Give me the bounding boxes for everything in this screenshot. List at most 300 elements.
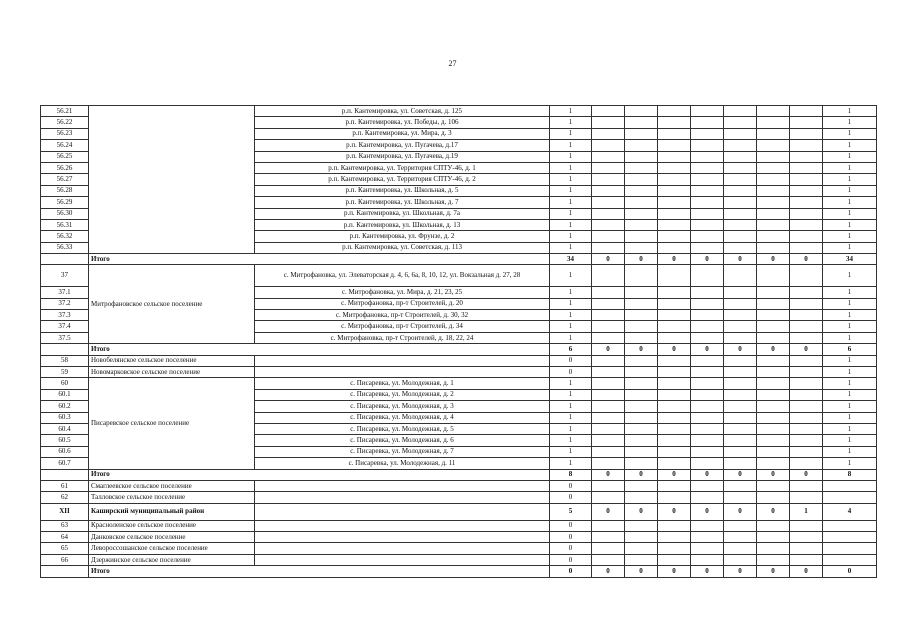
qty-cell-empty xyxy=(691,532,724,543)
qty-cell-empty xyxy=(625,520,658,531)
qty-cell-empty xyxy=(724,480,757,491)
qty-cell-empty xyxy=(790,197,823,208)
qty-cell-empty xyxy=(625,412,658,423)
address-cell xyxy=(255,532,550,543)
district-value: 0 xyxy=(658,503,691,520)
qty-cell-empty xyxy=(757,106,790,117)
qty-cell-1: 1 xyxy=(550,219,592,230)
qty-cell-empty xyxy=(691,412,724,423)
qty-cell-empty xyxy=(724,401,757,412)
qty-cell-2 xyxy=(592,378,625,389)
row-number-cell: 58 xyxy=(41,355,89,366)
qty-total-cell: 1 xyxy=(823,185,877,196)
qty-cell-1: 1 xyxy=(550,151,592,162)
total-value: 0 xyxy=(790,254,823,265)
district-value: 1 xyxy=(790,503,823,520)
qty-cell-empty xyxy=(691,117,724,128)
row-number-cell: 56.32 xyxy=(41,231,89,242)
address-cell: р.п. Кантемировка, ул. Пугачева, д.17 xyxy=(255,140,550,151)
qty-cell-1: 1 xyxy=(550,140,592,151)
qty-total-cell: 1 xyxy=(823,106,877,117)
qty-cell-empty xyxy=(757,543,790,554)
qty-cell-2 xyxy=(592,265,625,287)
address-cell: р.п. Кантемировка, ул. Фрунзе, д. 2 xyxy=(255,231,550,242)
row-number-cell xyxy=(41,344,89,355)
qty-cell-empty xyxy=(790,242,823,253)
address-cell xyxy=(255,503,550,520)
qty-cell-empty xyxy=(691,298,724,309)
row-number-cell: 56.24 xyxy=(41,140,89,151)
qty-cell-empty xyxy=(658,117,691,128)
qty-cell-empty xyxy=(757,242,790,253)
qty-cell-empty xyxy=(625,378,658,389)
address-cell: р.п. Кантемировка, ул. Пугачева, д.19 xyxy=(255,151,550,162)
qty-cell-empty xyxy=(691,162,724,173)
qty-cell-empty xyxy=(625,287,658,298)
qty-cell-empty xyxy=(658,151,691,162)
row-number-cell: 56.26 xyxy=(41,162,89,173)
settlement-row xyxy=(41,543,877,554)
qty-cell-empty xyxy=(724,378,757,389)
qty-total-cell: 1 xyxy=(823,332,877,343)
qty-cell-empty xyxy=(724,435,757,446)
settlement-row xyxy=(41,367,877,378)
total-value: 0 xyxy=(724,566,757,577)
qty-cell-empty xyxy=(691,446,724,457)
qty-cell-empty xyxy=(658,401,691,412)
qty-cell-2 xyxy=(592,174,625,185)
total-label: Итого xyxy=(89,566,550,577)
total-label: Итого xyxy=(89,254,550,265)
qty-cell-1: 1 xyxy=(550,162,592,173)
qty-cell-empty xyxy=(724,151,757,162)
qty-cell-empty xyxy=(724,208,757,219)
qty-cell-empty xyxy=(757,140,790,151)
qty-cell-empty xyxy=(691,389,724,400)
qty-cell-empty xyxy=(724,310,757,321)
settlement-name-cell: Писаревское сельское поселение xyxy=(89,378,255,469)
qty-cell-empty xyxy=(691,231,724,242)
qty-cell-1: 1 xyxy=(550,106,592,117)
qty-cell-1: 0 xyxy=(550,554,592,565)
qty-cell-empty xyxy=(724,185,757,196)
qty-cell-empty xyxy=(757,389,790,400)
qty-cell-empty xyxy=(724,412,757,423)
total-value: 0 xyxy=(658,344,691,355)
qty-cell-empty xyxy=(658,458,691,469)
row-number-cell: 63 xyxy=(41,520,89,531)
qty-cell-2 xyxy=(592,162,625,173)
qty-cell-empty xyxy=(757,355,790,366)
row-number-cell: 60.2 xyxy=(41,401,89,412)
address-cell: с. Писаревка, ул. Молодежная, д. 2 xyxy=(255,389,550,400)
qty-cell-empty xyxy=(691,543,724,554)
settlement-name-cell: Левороссошанское сельское поселение xyxy=(89,543,255,554)
qty-cell-2 xyxy=(592,435,625,446)
qty-cell-2 xyxy=(592,412,625,423)
address-cell xyxy=(255,492,550,503)
qty-cell-empty xyxy=(757,532,790,543)
qty-cell-empty xyxy=(724,367,757,378)
qty-cell-empty xyxy=(757,378,790,389)
qty-cell-empty xyxy=(757,446,790,457)
settlement-row xyxy=(41,520,877,531)
row-number-cell: 56.25 xyxy=(41,151,89,162)
address-cell xyxy=(255,355,550,366)
qty-cell-empty xyxy=(658,332,691,343)
address-cell: р.п. Кантемировка, ул. Территория СПТУ-46, д. 1 xyxy=(255,162,550,173)
qty-cell-empty xyxy=(790,332,823,343)
qty-cell-empty xyxy=(625,332,658,343)
district-value: 0 xyxy=(724,503,757,520)
qty-cell-empty xyxy=(757,554,790,565)
qty-cell-empty xyxy=(625,310,658,321)
qty-cell-1: 0 xyxy=(550,355,592,366)
qty-total-cell: 1 xyxy=(823,423,877,434)
total-value: 6 xyxy=(823,344,877,355)
qty-cell-empty xyxy=(658,231,691,242)
qty-cell-empty xyxy=(790,231,823,242)
qty-cell-empty xyxy=(691,242,724,253)
settlement-row xyxy=(41,492,877,503)
qty-cell-empty xyxy=(691,219,724,230)
qty-cell-empty xyxy=(658,412,691,423)
qty-cell-empty xyxy=(658,389,691,400)
qty-cell-empty xyxy=(658,321,691,332)
total-value: 34 xyxy=(823,254,877,265)
row-number-cell: 56.23 xyxy=(41,128,89,139)
qty-cell-empty xyxy=(790,492,823,503)
total-value: 0 xyxy=(625,254,658,265)
district-name: Каширский муниципальный район xyxy=(89,503,255,520)
qty-cell-empty xyxy=(790,208,823,219)
district-value: 0 xyxy=(625,503,658,520)
total-row xyxy=(41,254,877,265)
qty-cell-empty xyxy=(625,197,658,208)
qty-cell-empty xyxy=(625,185,658,196)
qty-cell-empty xyxy=(757,401,790,412)
qty-total-cell: 1 xyxy=(823,310,877,321)
qty-cell-empty xyxy=(790,185,823,196)
qty-cell-1: 1 xyxy=(550,332,592,343)
qty-cell-empty xyxy=(790,480,823,491)
total-value: 0 xyxy=(724,254,757,265)
qty-cell-1: 1 xyxy=(550,231,592,242)
district-value: 4 xyxy=(823,503,877,520)
qty-cell-2 xyxy=(592,128,625,139)
qty-total-cell: 1 xyxy=(823,219,877,230)
qty-cell-empty xyxy=(625,265,658,287)
qty-cell-1: 1 xyxy=(550,197,592,208)
total-value: 0 xyxy=(658,469,691,480)
qty-cell-2 xyxy=(592,151,625,162)
qty-cell-empty xyxy=(658,287,691,298)
qty-cell-empty xyxy=(757,287,790,298)
qty-cell-empty xyxy=(691,287,724,298)
qty-cell-2 xyxy=(592,458,625,469)
qty-cell-empty xyxy=(625,321,658,332)
qty-cell-empty xyxy=(658,532,691,543)
settlement-row xyxy=(41,480,877,491)
address-cell: с. Митрофановка, пр-т Строителей, д. 34 xyxy=(255,321,550,332)
qty-cell-empty xyxy=(724,532,757,543)
address-cell xyxy=(255,543,550,554)
qty-cell-empty xyxy=(658,265,691,287)
total-value: 0 xyxy=(625,566,658,577)
qty-cell-2 xyxy=(592,389,625,400)
row-number-cell: 56.29 xyxy=(41,197,89,208)
settlement-name-cell: Данковское сельское поселение xyxy=(89,532,255,543)
qty-cell-empty xyxy=(658,242,691,253)
qty-cell-2 xyxy=(592,242,625,253)
qty-total-cell: 1 xyxy=(823,174,877,185)
total-value: 0 xyxy=(625,344,658,355)
row-number-cell: 60.1 xyxy=(41,389,89,400)
qty-cell-1: 1 xyxy=(550,265,592,287)
qty-total-cell xyxy=(823,492,877,503)
qty-cell-empty xyxy=(658,543,691,554)
qty-cell-empty xyxy=(658,480,691,491)
qty-cell-empty xyxy=(691,265,724,287)
address-cell: с. Писаревка, ул. Молодежная, д. 11 xyxy=(255,458,550,469)
row-number-cell: 60.6 xyxy=(41,446,89,457)
qty-cell-empty xyxy=(790,423,823,434)
qty-cell-empty xyxy=(724,174,757,185)
row-number-cell: 37.4 xyxy=(41,321,89,332)
total-value: 0 xyxy=(691,254,724,265)
qty-cell-empty xyxy=(724,219,757,230)
row-number-cell: 56.33 xyxy=(41,242,89,253)
district-row xyxy=(41,503,877,520)
qty-cell-2 xyxy=(592,106,625,117)
address-cell: р.п. Кантемировка, ул. Победы, д. 106 xyxy=(255,117,550,128)
qty-cell-1: 0 xyxy=(550,543,592,554)
row-number-cell: 66 xyxy=(41,554,89,565)
qty-cell-empty xyxy=(592,355,625,366)
row-number-cell: 37 xyxy=(41,265,89,287)
qty-cell-empty xyxy=(724,355,757,366)
qty-cell-empty xyxy=(691,321,724,332)
qty-cell-empty xyxy=(658,197,691,208)
qty-cell-2 xyxy=(592,140,625,151)
qty-cell-empty xyxy=(625,140,658,151)
qty-total-cell xyxy=(823,532,877,543)
address-cell xyxy=(255,554,550,565)
qty-total-cell: 1 xyxy=(823,231,877,242)
row-number-cell: 65 xyxy=(41,543,89,554)
qty-cell-empty xyxy=(724,128,757,139)
qty-cell-empty xyxy=(790,554,823,565)
row-number-cell: 37.1 xyxy=(41,287,89,298)
address-cell: р.п. Кантемировка, ул. Школьная, д. 5 xyxy=(255,185,550,196)
qty-cell-empty xyxy=(625,543,658,554)
qty-cell-empty xyxy=(592,367,625,378)
qty-cell-empty xyxy=(592,480,625,491)
row-number-cell: 64 xyxy=(41,532,89,543)
qty-cell-1: 1 xyxy=(550,185,592,196)
qty-cell-empty xyxy=(625,458,658,469)
qty-cell-empty xyxy=(658,185,691,196)
qty-cell-empty xyxy=(757,321,790,332)
row-number-cell: 56.30 xyxy=(41,208,89,219)
qty-cell-empty xyxy=(691,367,724,378)
settlement-name-cell: Новомарковское сельское поселение xyxy=(89,367,255,378)
row-number-cell: 60.4 xyxy=(41,423,89,434)
qty-total-cell: 1 xyxy=(823,412,877,423)
qty-cell-empty xyxy=(790,446,823,457)
qty-cell-1: 1 xyxy=(550,321,592,332)
qty-cell-2 xyxy=(592,446,625,457)
qty-cell-empty xyxy=(724,162,757,173)
qty-cell-empty xyxy=(790,287,823,298)
qty-cell-empty xyxy=(625,151,658,162)
qty-cell-empty xyxy=(757,435,790,446)
qty-cell-1: 1 xyxy=(550,242,592,253)
qty-cell-empty xyxy=(724,423,757,434)
qty-cell-empty xyxy=(757,458,790,469)
qty-cell-1: 1 xyxy=(550,412,592,423)
address-cell: с. Митрофановка, пр-т Строителей, д. 20 xyxy=(255,298,550,309)
total-value: 0 xyxy=(691,566,724,577)
total-value: 6 xyxy=(550,344,592,355)
qty-total-cell: 1 xyxy=(823,367,877,378)
qty-cell-empty xyxy=(757,265,790,287)
row-number-cell: 59 xyxy=(41,367,89,378)
qty-cell-1: 1 xyxy=(550,446,592,457)
row-number-cell: 56.22 xyxy=(41,117,89,128)
qty-cell-empty xyxy=(790,412,823,423)
qty-cell-empty xyxy=(790,389,823,400)
qty-cell-1: 1 xyxy=(550,208,592,219)
qty-cell-2 xyxy=(592,197,625,208)
total-value: 34 xyxy=(550,254,592,265)
qty-cell-1: 1 xyxy=(550,458,592,469)
row-number-cell: 62 xyxy=(41,492,89,503)
qty-cell-2 xyxy=(592,185,625,196)
total-value: 0 xyxy=(658,254,691,265)
qty-total-cell xyxy=(823,480,877,491)
row-number-cell xyxy=(41,469,89,480)
district-number: XII xyxy=(41,503,89,520)
qty-cell-empty xyxy=(592,554,625,565)
qty-cell-1: 1 xyxy=(550,287,592,298)
total-row xyxy=(41,469,877,480)
qty-cell-empty xyxy=(724,140,757,151)
qty-cell-2 xyxy=(592,231,625,242)
qty-cell-empty xyxy=(625,174,658,185)
qty-cell-empty xyxy=(724,446,757,457)
qty-cell-empty xyxy=(592,543,625,554)
qty-cell-empty xyxy=(724,389,757,400)
qty-cell-empty xyxy=(658,208,691,219)
qty-cell-empty xyxy=(625,480,658,491)
qty-cell-empty xyxy=(790,532,823,543)
total-value: 0 xyxy=(691,344,724,355)
address-cell: р.п. Кантемировка, ул. Советская, д. 113 xyxy=(255,242,550,253)
total-value: 0 xyxy=(790,469,823,480)
total-value: 0 xyxy=(592,469,625,480)
qty-total-cell: 1 xyxy=(823,378,877,389)
qty-cell-empty xyxy=(658,298,691,309)
qty-total-cell: 1 xyxy=(823,151,877,162)
address-cell: р.п. Кантемировка, ул. Советская, д. 125 xyxy=(255,106,550,117)
qty-total-cell: 1 xyxy=(823,446,877,457)
qty-cell-empty xyxy=(691,480,724,491)
settlement-name-cell: Новобелянское сельское поселение xyxy=(89,355,255,366)
qty-cell-empty xyxy=(625,298,658,309)
row-number-cell: 37.3 xyxy=(41,310,89,321)
qty-cell-2 xyxy=(592,310,625,321)
qty-cell-empty xyxy=(658,128,691,139)
qty-cell-1: 1 xyxy=(550,310,592,321)
qty-cell-empty xyxy=(691,208,724,219)
qty-cell-empty xyxy=(757,480,790,491)
qty-cell-empty xyxy=(625,242,658,253)
qty-total-cell xyxy=(823,543,877,554)
settlement-name-cell: Смаглеевское сельское поселение xyxy=(89,480,255,491)
qty-cell-empty xyxy=(691,458,724,469)
qty-cell-empty xyxy=(625,435,658,446)
qty-cell-empty xyxy=(724,458,757,469)
qty-cell-empty xyxy=(790,367,823,378)
qty-cell-empty xyxy=(724,117,757,128)
qty-cell-empty xyxy=(691,106,724,117)
qty-cell-empty xyxy=(658,378,691,389)
qty-cell-empty xyxy=(757,423,790,434)
address-cell: с. Митрофановка, пр-т Строителей, д. 30, 32 xyxy=(255,310,550,321)
qty-cell-empty xyxy=(790,174,823,185)
qty-cell-empty xyxy=(625,532,658,543)
qty-cell-empty xyxy=(757,185,790,196)
qty-cell-empty xyxy=(724,492,757,503)
qty-cell-1: 0 xyxy=(550,520,592,531)
address-cell: с. Писаревка, ул. Молодежная, д. 4 xyxy=(255,412,550,423)
qty-cell-empty xyxy=(625,446,658,457)
qty-total-cell xyxy=(823,520,877,531)
row-number-cell: 56.31 xyxy=(41,219,89,230)
qty-cell-empty xyxy=(691,492,724,503)
qty-cell-empty xyxy=(625,389,658,400)
qty-cell-empty xyxy=(757,367,790,378)
settlement-name-cell: Дзержинское сельское поселение xyxy=(89,554,255,565)
qty-cell-2 xyxy=(592,332,625,343)
total-value: 0 xyxy=(757,254,790,265)
address-cell xyxy=(255,520,550,531)
settlement-row xyxy=(41,355,877,366)
qty-cell-empty xyxy=(658,355,691,366)
qty-total-cell: 1 xyxy=(823,117,877,128)
qty-cell-empty xyxy=(724,287,757,298)
qty-cell-2 xyxy=(592,423,625,434)
table-body xyxy=(41,106,877,578)
qty-cell-empty xyxy=(757,208,790,219)
qty-cell-empty xyxy=(691,554,724,565)
qty-cell-empty xyxy=(691,310,724,321)
qty-cell-empty xyxy=(691,197,724,208)
housing-register-table xyxy=(40,105,877,578)
qty-cell-empty xyxy=(658,520,691,531)
qty-cell-empty xyxy=(658,310,691,321)
qty-total-cell: 1 xyxy=(823,162,877,173)
total-row xyxy=(41,566,877,577)
qty-cell-empty xyxy=(790,128,823,139)
settlement-name-cell: Талловское сельское поселение xyxy=(89,492,255,503)
total-value: 0 xyxy=(691,469,724,480)
qty-cell-empty xyxy=(790,219,823,230)
total-value: 0 xyxy=(724,469,757,480)
address-cell xyxy=(255,480,550,491)
address-cell: с. Писаревка, ул. Молодежная, д. 1 xyxy=(255,378,550,389)
